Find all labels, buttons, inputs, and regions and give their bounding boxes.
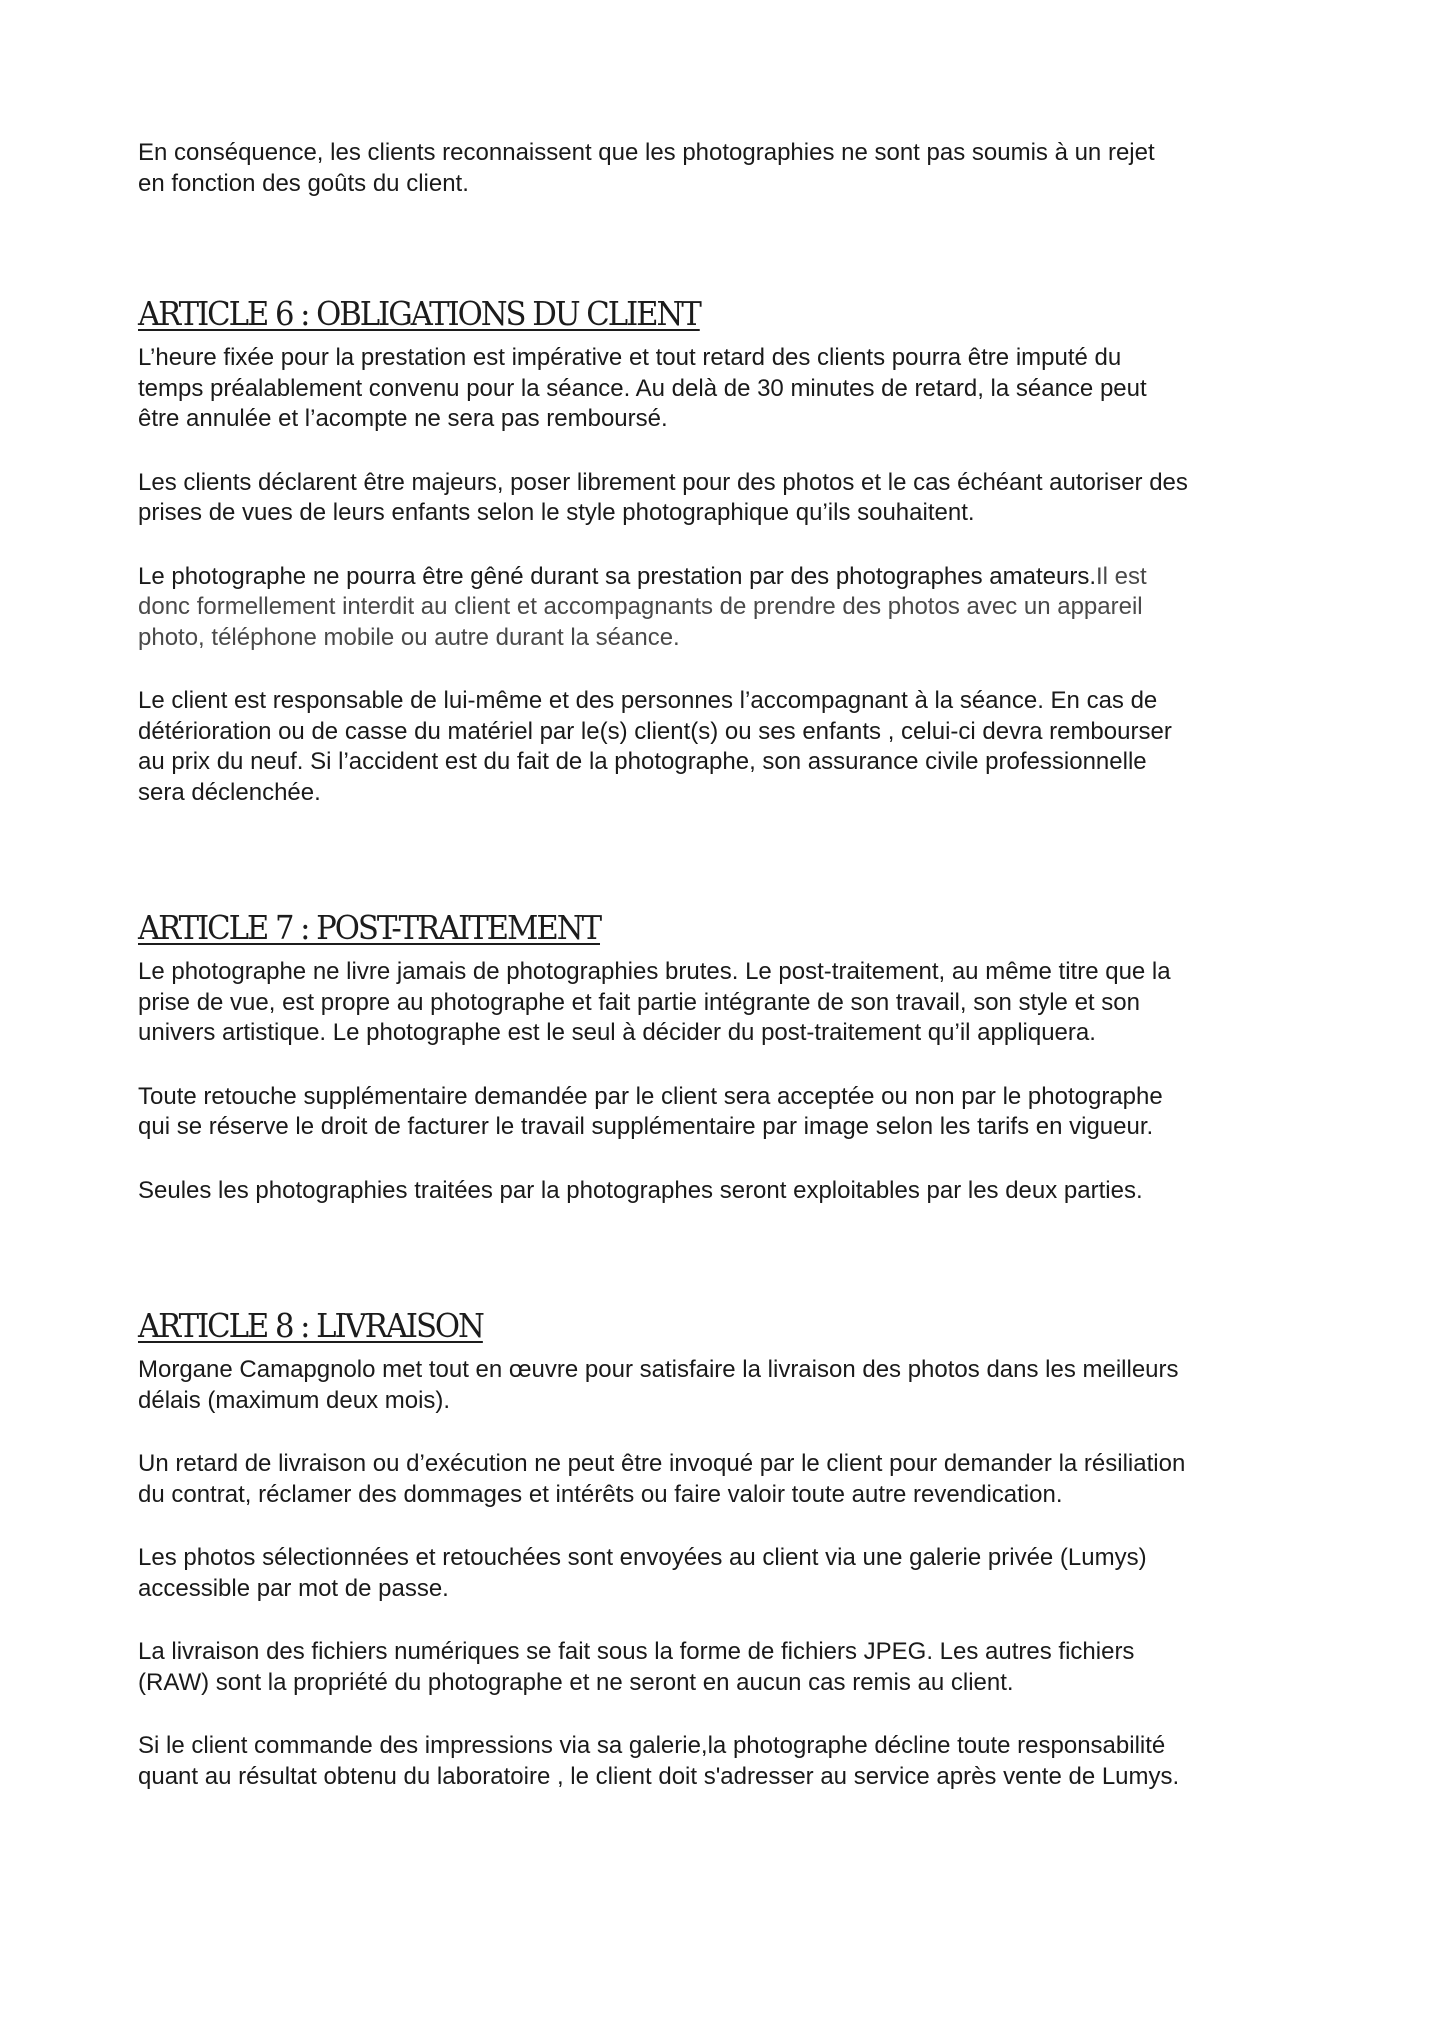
paragraph: Si le client commande des impressions via sa galerie,la photographe décline toute responsabilité quant au résultat obtenu du laboratoire , le client doit s'adresser au service après vente de Lumys. <box>138 1732 1180 1790</box>
paragraph: Seules les photographies traitées par la photographes seront exploitables par les deux parties. <box>138 1176 1143 1204</box>
article-6 <box>138 294 1338 808</box>
paragraph-part: Le photographe ne pourra être gêné durant sa prestation par des photographes amateurs. <box>138 562 1096 590</box>
paragraph: La livraison des fichiers numériques se fait sous la forme de fichiers JPEG. Les autres fichiers (RAW) sont la propriété du photographe et ne seront en aucun cas remis au client. <box>138 1638 1135 1696</box>
document-page <box>138 138 1338 1792</box>
intro-paragraph: En conséquence, les clients reconnaissent que les photographies ne sont pas soumis à un rejet en fonction des goûts du client. <box>138 139 1155 197</box>
article-heading: ARTICLE 8 : LIVRAISON <box>138 1306 483 1345</box>
paragraph: Les photos sélectionnées et retouchées sont envoyées au client via une galerie privée (Lumys) accessible par mot de passe. <box>138 1544 1147 1602</box>
article-heading: ARTICLE 7 : POST-TRAITEMENT <box>138 908 601 947</box>
article-8 <box>138 1306 1338 1792</box>
article-7 <box>138 908 1338 1206</box>
paragraph: Le photographe ne livre jamais de photographies brutes. Le post-traitement, au même titre que la prise de vue, est propre au photographe et fait partie intégrante de son travail, son style et son univers artistique. Le photographe est le seul à décider du post-traitement qu’il appliquera. <box>138 958 1171 1046</box>
paragraph-part-gray: Il est donc formellement interdit au client et accompagnants de prendre des photos avec un appareil photo, téléphone mobile ou autre durant la séance. <box>138 562 1147 651</box>
paragraph: Un retard de livraison ou d’exécution ne peut être invoqué par le client pour demander la résiliation du contrat, réclamer des dommages et intérêts ou faire valoir toute autre revendication. <box>138 1450 1186 1508</box>
paragraph: Le client est responsable de lui-même et des personnes l’accompagnant à la séance. En cas de détérioration ou de casse du matériel par le(s) client(s) ou ses enfants , celui-ci devra rembourser au prix du neuf. Si l’accident est du fait de la photographe, son assurance civile professionnelle sera déclenchée. <box>138 687 1172 806</box>
paragraph: Toute retouche supplémentaire demandée par le client sera acceptée ou non par le photographe qui se réserve le droit de facturer le travail supplémentaire par image selon les tarifs en vigueur. <box>138 1082 1163 1140</box>
paragraph: Les clients déclarent être majeurs, poser librement pour des photos et le cas échéant autoriser des prises de vues de leurs enfants selon le style photographique qu’ils souhaitent. <box>138 468 1188 526</box>
paragraph <box>138 562 1338 654</box>
article-heading: ARTICLE 6 : OBLIGATIONS DU CLIENT <box>138 294 700 333</box>
paragraph: Morgane Camapgnolo met tout en œuvre pour satisfaire la livraison des photos dans les meilleurs délais (maximum deux mois). <box>138 1356 1179 1414</box>
paragraph: L’heure fixée pour la prestation est impérative et tout retard des clients pourra être imputé du temps préalablement convenu pour la séance. Au delà de 30 minutes de retard, la séance peut être annulée et l’acompte ne sera pas remboursé. <box>138 344 1147 432</box>
